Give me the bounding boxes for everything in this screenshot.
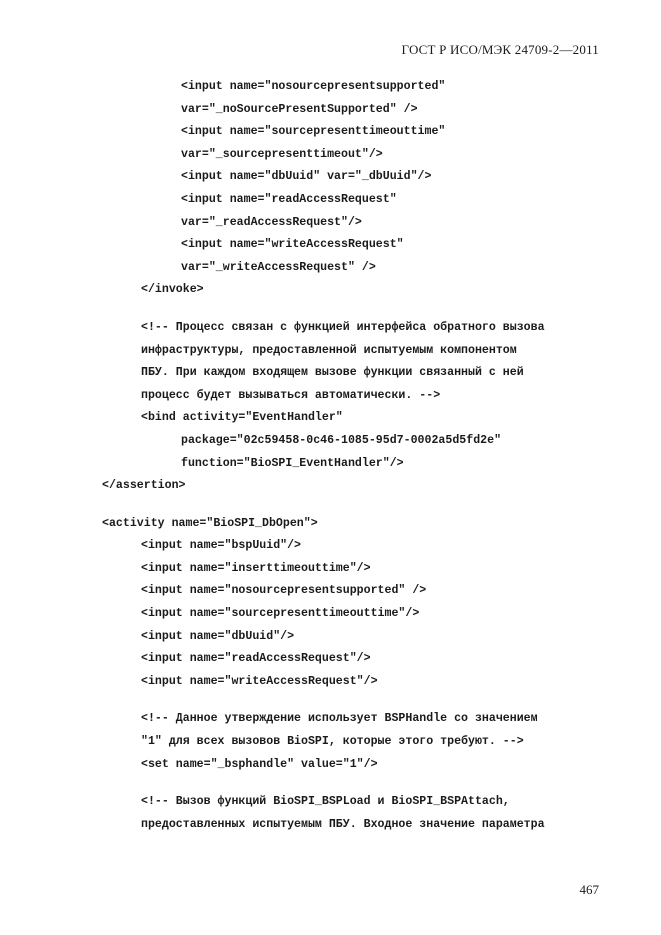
- code-line: ПБУ. При каждом входящем вызове функции связанный с ней: [141, 366, 524, 380]
- code-line: <input name="dbUuid"/>: [141, 629, 295, 643]
- blank-gap: [0, 498, 661, 513]
- code-block: [0, 791, 661, 836]
- blank-gap: [0, 776, 661, 791]
- code-block: [0, 317, 661, 498]
- document-header: ГОСТ Р ИСО/МЭК 24709-2—2011: [401, 42, 599, 57]
- code-line: <input name="sourcepresenttimeouttime"/>: [141, 607, 420, 621]
- code-line: var="_noSourcePresentSupported" />: [181, 102, 418, 116]
- code-line: <set name="_bsphandle" value="1"/>: [141, 757, 378, 771]
- code-line: <!-- Данное утверждение использует BSPHandle со значением: [141, 712, 538, 726]
- code-line: <input name="bspUuid"/>: [141, 539, 302, 553]
- code-line: <input name="writeAccessRequest": [181, 238, 404, 252]
- code-line: <input name="readAccessRequest"/>: [141, 652, 371, 666]
- code-line: var="_sourcepresenttimeout"/>: [181, 147, 383, 161]
- code-line: предоставленных испытуемым ПБУ. Входное значение параметра: [141, 817, 545, 831]
- code-line: </assertion>: [102, 479, 186, 493]
- code-line: <input name="nosourcepresentsupported" />: [141, 584, 427, 598]
- code-line: <input name="readAccessRequest": [181, 192, 397, 206]
- blank-gap: [0, 302, 661, 317]
- code-line: <bind activity="EventHandler": [141, 411, 343, 425]
- code-line: инфраструктуры, предоставленной испытуемым компонентом: [141, 343, 517, 357]
- code-line: <activity name="BioSPI_DbOpen">: [102, 516, 318, 530]
- code-line: <!-- Процесс связан с функцией интерфейса обратного вызова: [141, 320, 545, 334]
- code-line: <input name="nosourcepresentsupported": [181, 80, 446, 93]
- code-line: процесс будет вызываться автоматически. -->: [141, 388, 441, 402]
- code-line: function="BioSPI_EventHandler"/>: [181, 456, 404, 470]
- code-block: [0, 708, 661, 776]
- code-line: <input name="sourcepresenttimeouttime": [181, 125, 446, 139]
- code-listing: [0, 76, 661, 836]
- code-block: [0, 76, 661, 302]
- page-number: 467: [579, 882, 599, 897]
- code-line: var="_readAccessRequest"/>: [181, 215, 362, 229]
- blank-gap: [0, 693, 661, 708]
- code-line: <input name="writeAccessRequest"/>: [141, 674, 378, 688]
- code-line: package="02c59458-0c46-1085-95d7-0002a5d5fd2e": [181, 433, 502, 447]
- code-line: <input name="inserttimeouttime"/>: [141, 561, 371, 575]
- code-line: </invoke>: [141, 283, 204, 297]
- code-line: <!-- Вызов функций BioSPI_BSPLoad и BioSPI_BSPAttach,: [141, 795, 510, 809]
- code-block: [0, 513, 661, 694]
- code-line: <input name="dbUuid" var="_dbUuid"/>: [181, 170, 432, 184]
- code-line: var="_writeAccessRequest" />: [181, 260, 376, 274]
- code-line: "1" для всех вызовов BioSPI, которые этого требуют. -->: [141, 735, 524, 749]
